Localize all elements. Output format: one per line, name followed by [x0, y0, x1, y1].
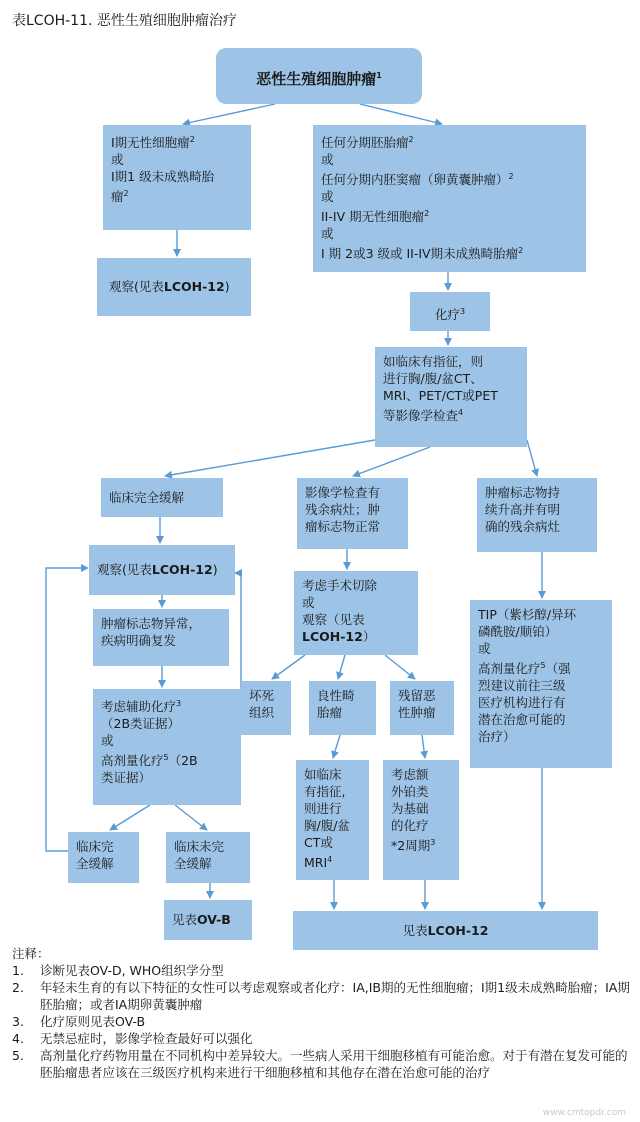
surgery-node: 考虑手术切除 或 观察（见表 LCOH-12） [294, 571, 418, 655]
benign-teratoma-node: 良性畸 胎瘤 [309, 681, 376, 735]
arrow-cr2-observe [46, 568, 88, 851]
clinical-ncr-node: 临床未完 全缓解 [166, 832, 250, 883]
chemo-node: 化疗$^3$ [410, 292, 490, 331]
benign-imaging-node: 如临床 有指征, 则进行 胸/腹/盆 CT或 MRI$^4$ [296, 760, 369, 880]
footnote-4: 4. 无禁忌症时，影像学检查最好可以强化 [12, 1031, 253, 1046]
marker-abnormal-node: 肿瘤标志物异常， 疾病明确复发 [93, 609, 229, 666]
footnotes-heading: 注释： [12, 946, 50, 961]
stage1-left-node: I期无性细胞瘤$^2$ 或 I期1 级未成熟畸胎 瘤$^2$ [103, 125, 251, 230]
footnote-1: 1. 诊断见表OV-D, WHO组织学分型 [12, 963, 224, 978]
arrow-surgery-malignant [385, 655, 415, 679]
arrow-root-left [183, 104, 275, 124]
tip-node: TIP（紫杉醇/异环 磷酰胺/顺铂） 或 高剂量化疗$^5$（强 烈建议前往三级 医疗机构进行有 潜在治愈可能的 治疗） [470, 600, 612, 768]
see-ovb-node: 见表OV-B [164, 900, 252, 940]
arrow-imaging-residual [353, 447, 430, 476]
root-node: 恶性生殖细胞肿瘤$^1$ [216, 48, 422, 104]
footnote-2: 2. 年轻未生育的有以下特征的女性可以考虑观察或者化疗：IA,IB期的无性细胞瘤；I期1级未成熟畸胎瘤；IA期胚胎瘤；或者IA期卵黄囊肿瘤 [12, 980, 630, 1012]
complete-remission-node: 临床完全缓解 [101, 478, 223, 517]
see-lcoh12-node: 见表LCOH-12 [293, 911, 598, 950]
extra-chemo-node: 考虑额 外铂类 为基础 的化疗 *2周期$^3$ [383, 760, 459, 880]
right-group-node: 任何分期胚胎瘤$^2$ 或 任何分期内胚窦瘤（卵黄囊肿瘤）$^2$ 或 II-IV 期无性细胞瘤$^2$ 或 I 期 2或3 级或 II-IV期未成熟畸胎瘤$^2$ [313, 125, 586, 272]
arrow-adjuvant-ncr [175, 805, 207, 830]
arrow-root-right [360, 104, 442, 124]
observe-mid-node: 观察(见表LCOH-12) [89, 545, 235, 595]
footnotes [12, 945, 632, 1081]
page-title: 表LCOH-11. 恶性生殖细胞肿瘤治疗 [12, 13, 237, 29]
arrow-adjuvant-cr2 [110, 805, 150, 830]
adjuvant-chemo-node: 考虑辅助化疗$^3$ （2B类证据） 或 高剂量化疗$^5$（2B 类证据） [93, 689, 241, 805]
residual-malignant-node: 残留恶 性肿瘤 [390, 681, 454, 735]
clinical-cr-node: 临床完 全缓解 [68, 832, 139, 883]
arrow-imaging-marker [527, 440, 537, 476]
footnote-5: 5. 高剂量化疗药物用量在不同机构中差异较大。一些病人采用干细胞移植有可能治愈。对于有潜在复发可能的胚胎瘤患者应该在三级医疗机构来进行干细胞移植和其他存在潜在治愈可能的治疗 [12, 1048, 628, 1080]
arrow-surgery-necrosis [272, 655, 305, 679]
necrosis-node: 坏死 组织 [241, 681, 291, 735]
imaging-node: 如临床有指征，则 进行胸/腹/盆CT、 MRI、PET/CT或PET 等影像学检查$^4$ [375, 347, 527, 447]
marker-rising-node: 肿瘤标志物持 续升高并有明 确的残余病灶 [477, 478, 597, 552]
arrow-malignant-extra [422, 735, 425, 758]
arrow-benign-imaging [333, 735, 340, 758]
watermark: www.cmtopdr.com [542, 1108, 626, 1118]
footnote-3: 3. 化疗原则见表OV-B [12, 1014, 146, 1029]
arrow-imaging-cr [165, 440, 375, 476]
observe-top-node: 观察(见表LCOH-12) [97, 258, 251, 316]
residual-normal-node: 影像学检查有 残余病灶；肿 瘤标志物正常 [297, 478, 408, 549]
arrow-surgery-benign [338, 655, 345, 679]
